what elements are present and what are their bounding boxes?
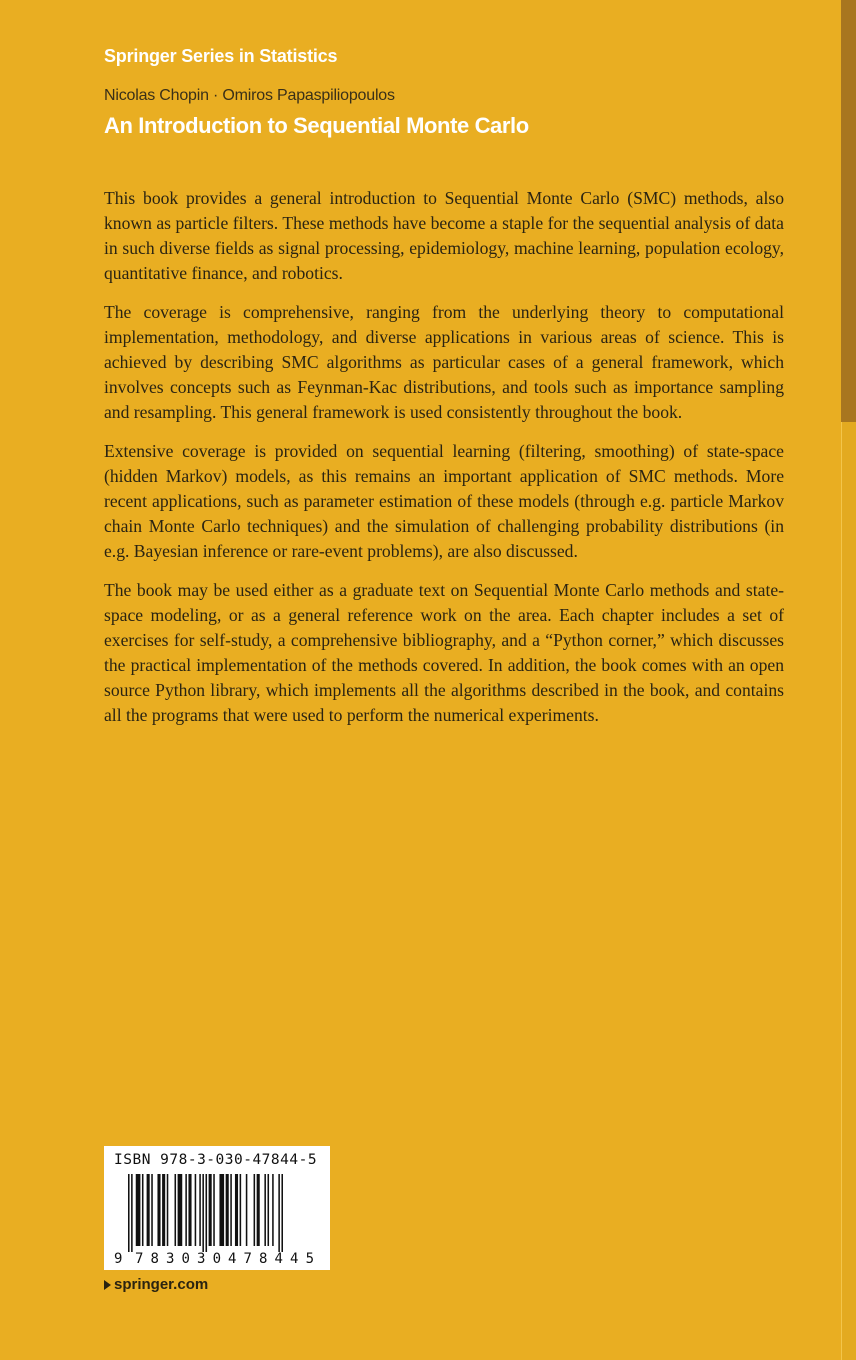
description-paragraph-3: Extensive coverage is provided on sequential learning (filtering, smoothing) of state-space (hidden Markov) models, as this remains an important application of SMC methods. More recent applications, such as parameter estimation of these models (through e.g. particle Markov chain Monte Carlo techniques) and the simulation of challenging probability distributions (in e.g. Bayesian inference or rare-event problems), are also discussed. [104, 441, 784, 561]
barcode-bar [142, 1174, 144, 1246]
description-paragraph-4: The book may be used either as a graduate text on Sequential Monte Carlo methods and state-space modeling, or as a general reference work on the area. Each chapter includes a set of exercises for self-study, a comprehensive bibliography, and a “Python corner,” which discusses the practical implementation of the methods covered. In addition, the book comes with an open source Python library, which implements all the algorithms described in the book, and contains all the programs that were used to perform the numerical experiments. [104, 580, 784, 725]
barcode-bar [157, 1174, 160, 1246]
barcode-bar [131, 1174, 133, 1252]
barcode-bar [226, 1174, 229, 1246]
description-paragraph-2: The coverage is comprehensive, ranging from the underlying theory to computational implementation, methodology, and diverse applications in various areas of science. This is achieved by describing SMC algorithms as particular cases of a general framework, which involves concepts such as Feynman-Kac distributions, and tools such as importance sampling and resampling. This general framework is used consistently throughout the book. [104, 302, 784, 422]
barcode-bar [257, 1174, 260, 1246]
barcode-bar [264, 1174, 266, 1246]
barcode-bar [230, 1174, 232, 1246]
spine-edge-dark [841, 0, 856, 422]
barcode-bar [209, 1174, 212, 1246]
barcode-bar [213, 1174, 215, 1246]
barcode-bar [268, 1174, 270, 1246]
description-paragraph-1: This book provides a general introduction to Sequential Monte Carlo (SMC) methods, also known as particle filters. These methods have become a staple for the sequential analysis of data in such diverse fields as signal processing, epidemiology, machine learning, population ecology, quantitative finance, and robotics. [104, 188, 784, 283]
website-link[interactable] [104, 1276, 208, 1293]
barcode-bar [128, 1174, 130, 1252]
barcode-bar [147, 1174, 150, 1246]
barcode-bar [281, 1174, 283, 1252]
authors: Nicolas Chopin · Omiros Papaspiliopoulos [104, 87, 395, 104]
isbn-number: ISBN 978-3-030-47844-5 [114, 1152, 318, 1168]
barcode-bar [188, 1174, 191, 1246]
barcode-digit-prefix: 9 [114, 1251, 123, 1267]
spine-edge-light [841, 422, 856, 1360]
isbn-barcode [104, 1146, 330, 1270]
barcode-bar [136, 1174, 141, 1246]
book-title: An Introduction to Sequential Monte Carlo [104, 113, 529, 138]
barcode-bar [185, 1174, 187, 1246]
barcode-bar [167, 1174, 169, 1246]
triangle-arrow-icon [104, 1280, 111, 1290]
barcode-bar [175, 1174, 177, 1246]
barcode-digits-left: 783030 [135, 1251, 221, 1267]
barcode-bar [240, 1174, 242, 1246]
website-text: springer.com [114, 1276, 209, 1293]
barcode-bar [195, 1174, 197, 1246]
barcode-bar [178, 1174, 183, 1246]
barcode-bar [219, 1174, 224, 1246]
barcode-bar [246, 1174, 248, 1246]
barcode-bar [235, 1174, 238, 1246]
barcode-bar [202, 1174, 204, 1252]
barcode-bar [199, 1174, 201, 1246]
barcode-bar [254, 1174, 256, 1246]
book-description [104, 186, 784, 742]
barcode-bar [151, 1174, 153, 1246]
barcode-bar [162, 1174, 165, 1246]
barcode-bar [272, 1174, 274, 1246]
barcode-bar [206, 1174, 208, 1252]
barcode-icon [104, 1146, 330, 1270]
barcode-digits-right: 478445 [228, 1251, 314, 1267]
barcode-bar [278, 1174, 280, 1252]
series-name: Springer Series in Statistics [104, 46, 338, 66]
